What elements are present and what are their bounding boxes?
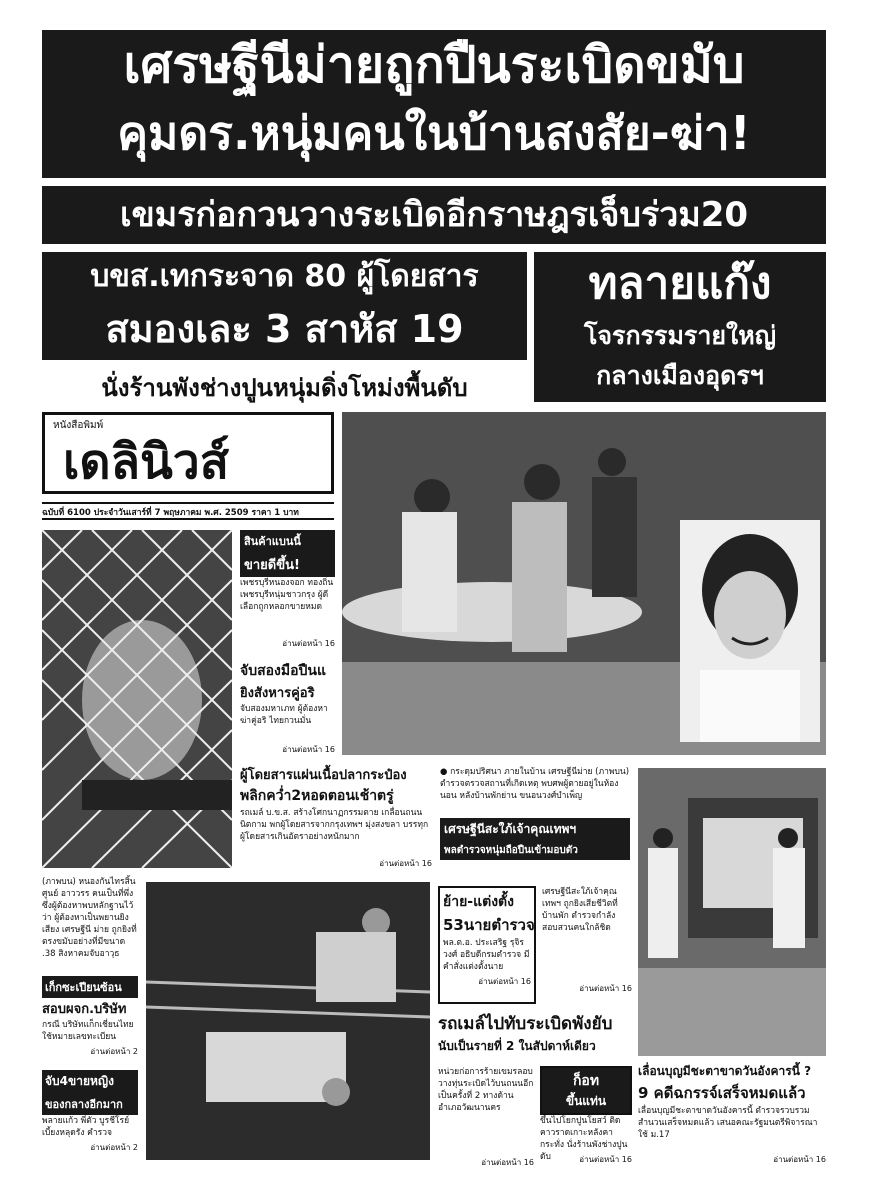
portrait-illustration <box>680 520 820 742</box>
fish-title2: พลิกคว่ำ2หอดตอนเช้าตรู่ <box>240 788 394 804</box>
bus2-body: หน่วยก่อการร้ายเขมรลอบวางทุ่นระเบิดไว้บนถนนอีกเป็นครั้งที่ 2 ทางด้านอำเภอวัฒนานคร <box>438 1067 534 1113</box>
headline-banner <box>42 30 826 178</box>
bus-story-title1: บขส.เทกระจาด 80 ผู้โดยสาร <box>90 259 479 294</box>
bus-crash-story <box>240 764 432 876</box>
bus2-title1: รถเมล์ไปทับระเบิดพังยับ <box>438 1014 613 1034</box>
tiger-body: ขึ้นไปโยกปูนโยสว์ ติดคาวราดเกาะหลังคากระทั่ง นั่งร้านพังช่างปูนดับ <box>540 1116 628 1162</box>
ladyboss-title1: เก็กซะเปียนซ้อน <box>42 976 138 998</box>
headline-line3: เขมรก่อกวนวางระเบิดอีกราษฎรเจ็บร่วม20 <box>42 186 826 244</box>
woman-portrait-photo <box>680 520 820 742</box>
gun-body: จับสองมหาเภท ผู้ต้องหาฆ่าคู่อริ ไทยกวนมั่น <box>240 704 328 726</box>
tiger-title-box <box>540 1066 632 1115</box>
goods-title1: สินค้าแบนนี้ <box>240 530 335 552</box>
bus-bomb-story <box>438 1010 632 1064</box>
side-story-title1: ทลายแก๊ง <box>588 258 772 309</box>
goods-body: เพชรบุรีหนองจอก ทองถิ่น เพชรบุรีหนุ่มชาวกรุง ผู้ดีเลือกถูกหลอกขายหมด <box>240 578 334 612</box>
masthead-tagline: หนังสือพิมพ์ <box>53 420 104 431</box>
side-story-title3: กลางเมืองอุดรฯ <box>596 361 764 390</box>
widow-title2: พลตำรวจหนุ่มถือปืนเข้ามอบตัว <box>440 841 630 860</box>
transfer-story <box>438 886 536 1004</box>
bus2-title2: นับเป็นรายที่ 2 ในสัปดาห์เดียว <box>438 1039 596 1053</box>
lottery-title2: 9 คดีฉกรรจ์เสร็จหมดแล้ว <box>638 1084 806 1102</box>
girls-story <box>42 1070 138 1166</box>
fence-illustration <box>42 530 232 868</box>
tiger-continue: อ่านต่อหน้า 16 <box>579 1155 632 1164</box>
ladyboss-body: กรณี บริษัทแก็กเชี่ยนไทย ใช้หมายเลขทะเบียน <box>42 1020 134 1042</box>
transfer-body: พล.ต.อ. ประเสริฐ รุจิรวงศ์ อธิบดีกรมตำรวจ มีคำสั่งแต่งตั้งนาย <box>443 938 530 972</box>
side-story-banner <box>534 252 826 402</box>
company-story <box>42 976 138 1064</box>
headline-line1: เศรษฐีนีม่ายถูกปืนระเบิดขมับ <box>123 36 745 94</box>
ladyboss-title2: สอบผจก.บริษัท <box>42 1002 127 1017</box>
goods-continue: อ่านต่อหน้า 16 <box>282 639 335 648</box>
caption-left: (ภาพบน) หนองกันไทรสิ้น ศูนย์ อาววรร คนเป็นที่พึ่ง ซึ่งผู้ต้องหาพบหลักฐานไว้ว่า ผู้ต้องหาเป็นพยานยิงเสียง เศรษฐีนี ม่าย ถูกยิงที่ตรงขมับอย่างที่มีขนาด .38 สิงหาคมจับอาวุธ <box>42 877 137 959</box>
bus2-continue: อ่านต่อหน้า 16 <box>481 1158 534 1167</box>
girls-body: พลายแก้ว พี่ตัว บูรชีโรย์ เบี้ยงหลุดรัง คำรวจ <box>42 1116 130 1138</box>
caption-right: ● กระดุมปริศนา ภายในบ้าน เศรษฐีนีม่าย (ภาพบน) ตำรวจตรวจสถานที่เกิดเหตุ พบศพผู้ตายอยู่ในห้องนอน หลังบ้านพักย่าน ขนอนวงศ์บำเพ็ญ <box>440 767 630 801</box>
widow-body: เศรษฐีนีสะใภ้เจ้าคุณเทพฯ ถูกยิงเสียชีวิตที่บ้านพัก ตำรวจกำลังสอบสวนคนใกล้ชิด <box>542 887 618 933</box>
goods-title2: ขายดีขึ้น! <box>240 552 335 577</box>
masthead <box>42 412 334 494</box>
bus2-body-block <box>438 1066 534 1174</box>
transfer-title1: ย้าย-แต่งตั้ง <box>443 894 514 910</box>
widow-title1: เศรษฐีนีสะใภ้เจ้าคุณเทพฯ <box>440 818 630 841</box>
lottery-title1: เลื่อนบุญมีชะตาขาดวันอังคารนี้ ? <box>638 1064 812 1078</box>
fish-body: รถเมล์ บ.ข.ส. สร้างโศกนาฏกรรมตาย เกลื่อนถนนนิตกาม พกผู้โดยสารจากกรุงเทพฯ มุ่งสงขลา บรรทุกผู้โดยสารเกินอัตราอย่างหนักมาก <box>240 808 429 842</box>
fish-title1: ผู้โดยสารแผ่นเนื้อปลากระป๋อง <box>240 768 407 783</box>
stretcher-photo <box>342 412 826 755</box>
wrestling-photo <box>146 882 430 1160</box>
girls-title1: จับ4ขายหญิง <box>42 1070 138 1093</box>
side-story-title2: โจรกรรมรายใหญ่ <box>583 321 777 350</box>
tiger-title2: ขึ้นแท่น <box>565 1094 607 1108</box>
widow-story <box>440 818 630 880</box>
tiger-title1: ก็อท <box>572 1073 600 1089</box>
headline-line2: คุมดร.หนุ่มคนในบ้านสงสัย-ฆ่า! <box>117 106 751 160</box>
bus-story-banner <box>42 252 527 360</box>
lottery-continue: อ่านต่อหน้า 16 <box>773 1155 826 1164</box>
gun-title1: จับสองมือปืนแ <box>240 663 326 679</box>
fish-continue: อ่านต่อหน้า 16 <box>379 859 432 868</box>
girls-title2: ของกลางอีกมาก <box>42 1093 138 1115</box>
lottery-story <box>638 1062 826 1174</box>
issue-info: ฉบับที่ 6100 ประจำวันเสาร์ที่ 7 พฤษภาคม พ.ศ. 2509 ราคา 1 บาท <box>42 502 334 520</box>
gun-story <box>240 660 335 760</box>
house-illustration <box>638 768 826 1056</box>
man-behind-fence-photo <box>42 530 232 868</box>
lottery-body: เลื่อนบุญมีชะตาขาดวันอังคารนี้ ตำรวจรวบรวมสำนวนเสร็จหมดแล้ว เสนอคณะรัฐมนตรีพิจารณาใช้ ม.17 <box>638 1106 818 1140</box>
house-scene-photo <box>638 768 826 1056</box>
widow-body-block <box>542 886 632 1004</box>
gun-continue: อ่านต่อหน้า 16 <box>282 745 335 754</box>
ladyboss-continue: อ่านต่อหน้า 2 <box>90 1047 138 1056</box>
masthead-name: เดลินิวส์ <box>63 434 230 490</box>
scaffold-story <box>540 1066 632 1174</box>
subhead: นั่งร้านพังช่างปูนหนุ่มดิ่งโหม่งพื้นดับ <box>101 374 468 402</box>
widow-continue: อ่านต่อหน้า 16 <box>579 984 632 993</box>
girls-continue: อ่านต่อหน้า 2 <box>90 1143 138 1152</box>
gun-title2: ยิงสังหารคู่อริ <box>240 686 315 701</box>
bus-story-title2: สมองเละ 3 สาหัส 19 <box>105 307 464 351</box>
transfer-title2: 53นายตำรวจ <box>443 916 535 934</box>
wrestling-illustration <box>146 882 430 1160</box>
transfer-continue: อ่านต่อหน้า 16 <box>478 977 531 986</box>
goods-story <box>240 530 335 652</box>
